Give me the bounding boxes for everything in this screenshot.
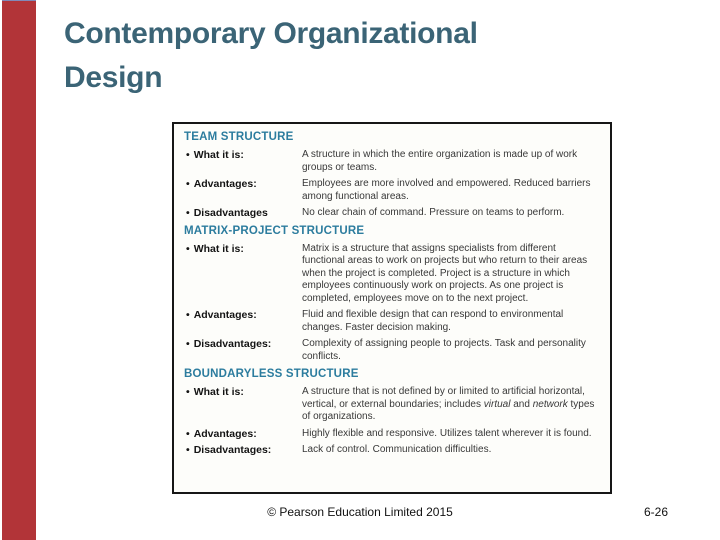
row-description: Employees are more involved and empowered. Reduced barriers among functional areas. xyxy=(302,178,591,202)
page-number: 6-26 xyxy=(643,505,668,519)
exhibit-row xyxy=(184,386,600,424)
exhibit-section xyxy=(184,368,600,457)
bullet-icon: • xyxy=(186,149,190,161)
row-label: • Advantages: xyxy=(186,178,257,190)
exhibit-row xyxy=(184,178,600,203)
row-description: Complexity of assigning people to projects. Task and personality conflicts. xyxy=(302,338,586,362)
row-label: • What it is: xyxy=(186,149,244,161)
row-description: Fluid and flexible design that can respond to environmental changes. Faster decision making. xyxy=(302,309,564,333)
left-accent-bar xyxy=(2,0,36,540)
bullet-icon: • xyxy=(186,427,190,440)
row-description: Lack of control. Communication difficulties. xyxy=(302,444,492,455)
row-label: • What it is: xyxy=(186,242,244,255)
copyright-text: © Pearson Education Limited 2015 xyxy=(267,505,453,519)
exhibit-section xyxy=(184,131,600,220)
exhibit-row xyxy=(184,149,600,174)
row-label: • Disadvantages: xyxy=(186,444,272,456)
bullet-icon: • xyxy=(186,207,190,219)
exhibit-row xyxy=(184,338,600,363)
exhibit-section xyxy=(184,225,600,364)
row-description: No clear chain of command. Pressure on teams to perform. xyxy=(302,207,565,218)
section-header: MATRIX-PROJECT STRUCTURE xyxy=(184,224,365,237)
exhibit-row xyxy=(184,243,600,306)
row-label: • Disadvantages: xyxy=(186,338,272,350)
row-description: A structure in which the entire organization is made up of work groups or teams. xyxy=(302,149,578,173)
row-description: Matrix is a structure that assigns specialists from different functional areas to work on projects but who return to their areas when the project is completed. Project is a structure in which employees continuously work on projects. As one project is completed, employees move on to the next project. xyxy=(302,242,588,304)
section-header: TEAM STRUCTURE xyxy=(184,131,294,143)
row-label: • Disadvantages xyxy=(186,207,268,219)
slide-title: Contemporary Organizational Design xyxy=(64,17,478,94)
bullet-icon: • xyxy=(186,444,190,456)
exhibit-row xyxy=(184,207,600,220)
exhibit-row xyxy=(184,428,600,441)
row-label: • What it is: xyxy=(186,386,244,398)
exhibit-row xyxy=(184,444,600,457)
bullet-icon: • xyxy=(186,309,190,321)
bullet-icon: • xyxy=(186,178,190,190)
section-header: BOUNDARYLESS STRUCTURE xyxy=(184,368,359,380)
exhibit-table xyxy=(172,122,612,494)
exhibit-row xyxy=(184,309,600,334)
row-description: A structure that is not defined by or limited to artificial horizontal, vertical, or external boundaries; includes virtual and network types of organizations. xyxy=(302,386,595,422)
row-description: Highly flexible and responsive. Utilizes talent wherever it is found. xyxy=(302,427,592,439)
bullet-icon: • xyxy=(186,242,190,255)
bullet-icon: • xyxy=(186,338,190,350)
bullet-icon: • xyxy=(186,386,190,398)
row-label: • Advantages: xyxy=(186,309,257,321)
row-label: • Advantages: xyxy=(186,427,257,440)
